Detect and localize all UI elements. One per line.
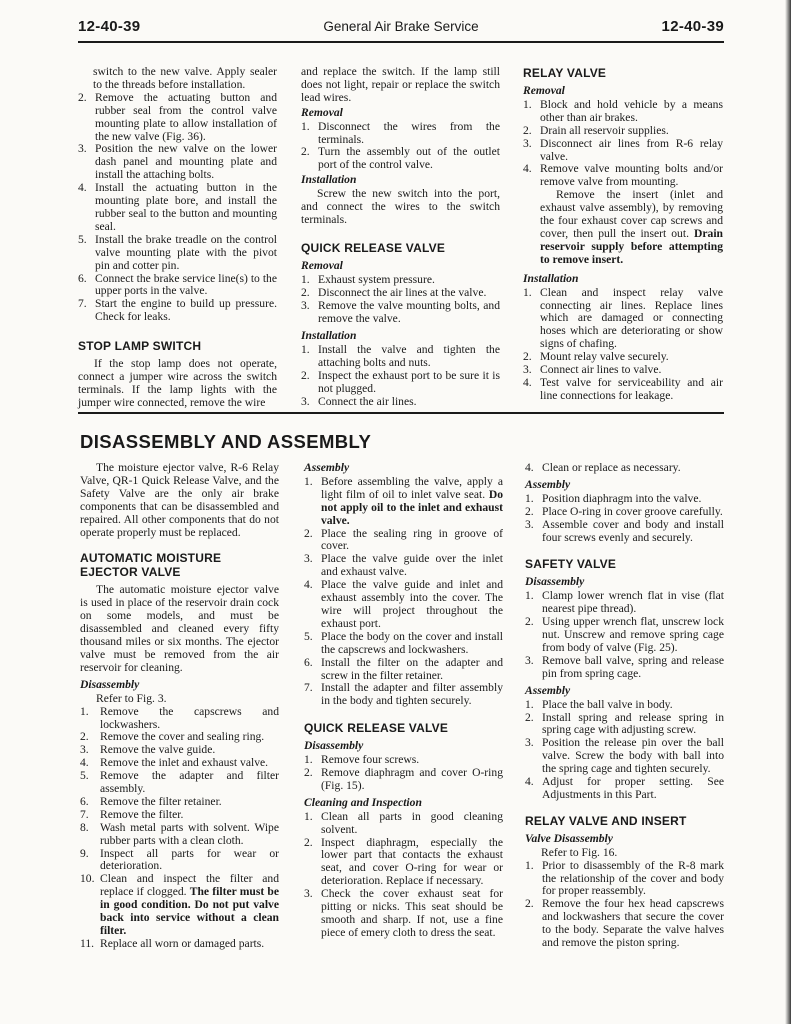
scan-edge-shadow (785, 0, 791, 1024)
list-item: 8. Wash metal parts with solvent. Wipe rubber parts with a clean cloth. (80, 820, 279, 847)
list-item: 10. Clean and inspect the filter and replace if clogged. The filter must be in good condition. Do not put valve back into service without a clean filter. (80, 872, 279, 937)
list-item: 3. Connect the air lines. (301, 394, 417, 408)
moisture-ejector-text: The automatic moisture ejector valve is used in place of the reservoir drain cock on some models, and must be disassembled and cleaned every fifty thousand miles or six months. The ejector valve must be removed from the air reservoir for cleaning. (80, 583, 279, 674)
relay-valve-heading: RELAY VALVE (523, 66, 607, 80)
list-item: 2. Place O-ring in cover groove carefully. (525, 504, 723, 518)
list-item: 3. Disconnect air lines from R-6 relay valve. (523, 136, 723, 163)
list-item: 1. Before assembling the valve, apply a light film of oil to inlet valve seat. Do not apply oil to the inlet and exhaust valve. (304, 474, 503, 527)
list-item: 4. Test valve for serviceability and air line connections for leakage. (523, 375, 723, 402)
bottom-column-1 (80, 462, 279, 951)
qr-installation-list (301, 344, 500, 409)
removal-list (301, 121, 500, 173)
list-item: 2. Remove the cover and sealing ring. (80, 730, 265, 744)
installation-label: Installation (301, 173, 357, 187)
continuation-text: switch to the new valve. Apply sealer to the threads before installation. (93, 65, 277, 91)
list-item: 6. Install the filter on the adapter and screw in the filter retainer. (304, 655, 503, 682)
list-item: 1. Remove the capscrews and lockwashers. (80, 704, 279, 731)
continuation-text: and replace the switch. If the lamp still does not light, repair or replace the switch lead wires. (301, 65, 500, 104)
qr-assembly-list (525, 493, 724, 545)
relay-insert-heading: RELAY VALVE AND INSERT (525, 813, 687, 828)
installation-text: Screw the new switch into the port, and connect the wires to the switch terminals. (301, 187, 500, 226)
installation-label: Installation (523, 271, 579, 285)
list-item: 3. Assemble cover and body and install four screws evenly and securely. (525, 517, 724, 544)
list-item: 2. Remove the actuating button and rubber seal from the control valve mounting plate to allow installation of the new valve (Fig. 36). (78, 90, 277, 143)
list-item: 4. Remove the inlet and exhaust valve. (80, 756, 269, 770)
relay-removal-list (523, 99, 723, 189)
list-item: 1. Position diaphragm into the valve. (525, 491, 702, 505)
intro-text: The moisture ejector valve, R-6 Relay Valve, QR-1 Quick Release Valve, and the Safety Valve are the only air brake components that can be disassembled and repaired. All other components that do not operate properly must be replaced. (80, 461, 279, 539)
relay-disassembly-list (525, 860, 724, 950)
list-item: 1. Exhaust system pressure. (301, 272, 435, 286)
safety-disassembly-label: Disassembly (525, 575, 585, 589)
refer-text: Refer to Fig. 3. (96, 691, 167, 705)
qr-disassembly-label: Disassembly (304, 739, 364, 753)
install-steps-list (78, 92, 277, 324)
refer-text: Refer to Fig. 16. (541, 845, 618, 859)
list-item: 11. Replace all worn or damaged parts. (80, 936, 265, 950)
top-column-2 (301, 66, 500, 409)
stop-lamp-text: If the stop lamp does not operate, connect a jumper wire across the switch terminals. If the lamp lights with the jumper wire connected, remove the wire (78, 357, 277, 409)
safety-assembly-list (525, 699, 724, 802)
list-item: 2. Place the sealing ring in groove of cover. (304, 526, 503, 553)
list-item: 4. Adjust for proper setting. See Adjustments in this Part. (525, 775, 724, 801)
list-item: 1. Clean and inspect relay valve connecting air lines. Replace lines which are damaged or connecting hoses which are deteriorating or show signs of chafing. (523, 285, 723, 351)
list-item: 3. Place the valve guide over the inlet and exhaust valve. (304, 552, 503, 579)
list-item: 2. Using upper wrench flat, unscrew lock nut. Unscrew and remove spring cage from body of valve (Fig. 25). (525, 615, 724, 654)
section-rule (78, 412, 724, 414)
page-number-right: 12-40-39 (661, 18, 724, 35)
list-item: 3. Remove ball valve, spring and release pin from spring cage. (525, 653, 724, 680)
page-header (78, 14, 724, 38)
disassembly-list (80, 706, 279, 951)
list-item: 1. Clean all parts in good cleaning solvent. (304, 809, 503, 836)
list-item: 2. Turn the assembly out of the outlet port of the control valve. (301, 145, 500, 172)
list-item: 2. Remove diaphragm and cover O-ring (Fig. 15). (304, 766, 503, 792)
list-item: 1. Block and hold vehicle by a means other than air brakes. (523, 97, 723, 124)
list-item: 4. Place the valve guide and inlet and exhaust assembly into the cover. The wire will project throughout the exhaust port. (304, 578, 503, 630)
list-item: 6. Connect the brake service line(s) to the upper ports in the valve. (78, 271, 277, 298)
list-item: 1. Place the ball valve in body. (525, 697, 673, 711)
disassembly-label: Disassembly (80, 677, 140, 691)
list-item: 7. Remove the filter. (80, 807, 184, 821)
quick-release-heading: QUICK RELEASE VALVE (304, 721, 449, 736)
list-item: 3. Position the new valve on the lower dash panel and mounting plate and install the attaching bolts. (78, 142, 277, 182)
qr-installation-label: Installation (301, 329, 357, 343)
qr-removal-label: Removal (301, 258, 343, 272)
assembly-label: Assembly (304, 461, 350, 474)
list-item: 3. Remove the valve guide. (80, 743, 216, 757)
list-item: 6. Remove the filter retainer. (80, 794, 222, 808)
list-item: 9. Inspect all parts for wear or deterioration. (80, 846, 279, 873)
safety-assembly-label: Assembly (525, 683, 571, 697)
list-item: 5. Place the body on the cover and install the capscrews and lockwashers. (304, 629, 503, 656)
list-item: 3. Connect air lines to valve. (523, 363, 662, 377)
list-item: 2. Inspect diaphragm, especially the lower part that contacts the exhaust seat, and cover O-ring for wear or deterioration. Replace if necessary. (304, 835, 503, 888)
running-title: General Air Brake Service (323, 19, 479, 34)
list-item: 4. Remove valve mounting bolts and/or remove valve from mounting. (523, 162, 723, 189)
header-rule (78, 41, 724, 43)
list-item: 2. Inspect the exhaust port to be sure it is not plugged. (301, 369, 500, 396)
list-item: 1. Remove four screws. (304, 753, 420, 767)
list-item: 5. Install the brake treadle on the control valve mounting plate with the pivot pin and cotter pin. (78, 232, 277, 272)
list-item: 1. Clamp lower wrench flat in vise (flat nearest pipe thread). (525, 589, 724, 616)
removal-label: Removal (523, 84, 565, 97)
list-item: 4. Clean or replace as necessary. (525, 461, 681, 474)
qr-removal-list (301, 274, 500, 326)
safety-valve-heading: SAFETY VALVE (525, 557, 617, 572)
qr-disassembly-list (304, 754, 503, 793)
cleaning-inspection-list (304, 811, 503, 940)
list-item: 1. Disconnect the wires from the terminals. (301, 119, 500, 146)
list-item: 5. Remove the adapter and filter assembly. (80, 769, 279, 796)
cleaning-inspection-label: Cleaning and Inspection (304, 795, 422, 809)
page-number-left: 12-40-39 (78, 18, 141, 35)
list-item: 3. Position the release pin over the ball valve. Screw the body with ball into the spring cage and tighten securely. (525, 736, 724, 776)
list-item: 2. Install spring and release spring in spring cage with adjusting screw. (525, 710, 724, 737)
stop-lamp-heading: STOP LAMP SWITCH (78, 339, 202, 354)
list-item: 1. Prior to disassembly of the R-8 mark the relationship of the cover and body for proper reassembly. (525, 858, 724, 898)
list-item: 2. Drain all reservoir supplies. (523, 123, 669, 137)
list-item: 2. Remove the four hex head capscrews and lockwashers that secure the cover to the body. Separate the valve halves and remove the piston spring. (525, 897, 724, 950)
moisture-ejector-heading: AUTOMATIC MOISTURE EJECTOR VALVE (80, 551, 222, 580)
assembly-list (304, 476, 503, 708)
list-item: 3. Remove the valve mounting bolts, and remove the valve. (301, 298, 500, 325)
list-item: 2. Disconnect the air lines at the valve. (301, 285, 487, 299)
bottom-column-2 (304, 462, 503, 940)
assembly-label: Assembly (525, 477, 571, 491)
list-item: 3. Check the cover exhaust seat for pitting or nicks. This seat should be smooth and sharp. If not, use a fine piece of emery cloth to dress the seat. (304, 887, 503, 939)
list-item: 2. Mount relay valve securely. (523, 350, 669, 364)
list-item: 7. Start the engine to build up pressure. Check for leaks. (78, 297, 277, 324)
top-column-1 (78, 66, 277, 410)
relay-installation-list (523, 287, 723, 403)
safety-disassembly-list (525, 590, 724, 680)
removal-label: Removal (301, 105, 343, 119)
ci-continued-list (525, 462, 724, 475)
top-column-3 (523, 66, 723, 403)
list-item: 1. Install the valve and tighten the attaching bolts and nuts. (301, 343, 500, 370)
insert-removal-text: Remove the insert (inlet and exhaust valve assembly), by removing the four exhaust cover cap screws and cover, then pull the insert out. Drain reservoir supply before attempting to remove insert. (540, 188, 723, 266)
valve-disassembly-label: Valve Disassembly (525, 831, 613, 845)
section-title: DISASSEMBLY AND ASSEMBLY (80, 431, 372, 452)
bottom-column-3 (525, 462, 724, 950)
list-item: 4. Install the actuating button in the mounting plate bore, and install the rubber seal to the button and mounting seal. (78, 181, 277, 233)
quick-release-heading: QUICK RELEASE VALVE (301, 240, 446, 255)
list-item: 7. Install the adapter and filter assembly in the body and tighten securely. (304, 681, 503, 708)
